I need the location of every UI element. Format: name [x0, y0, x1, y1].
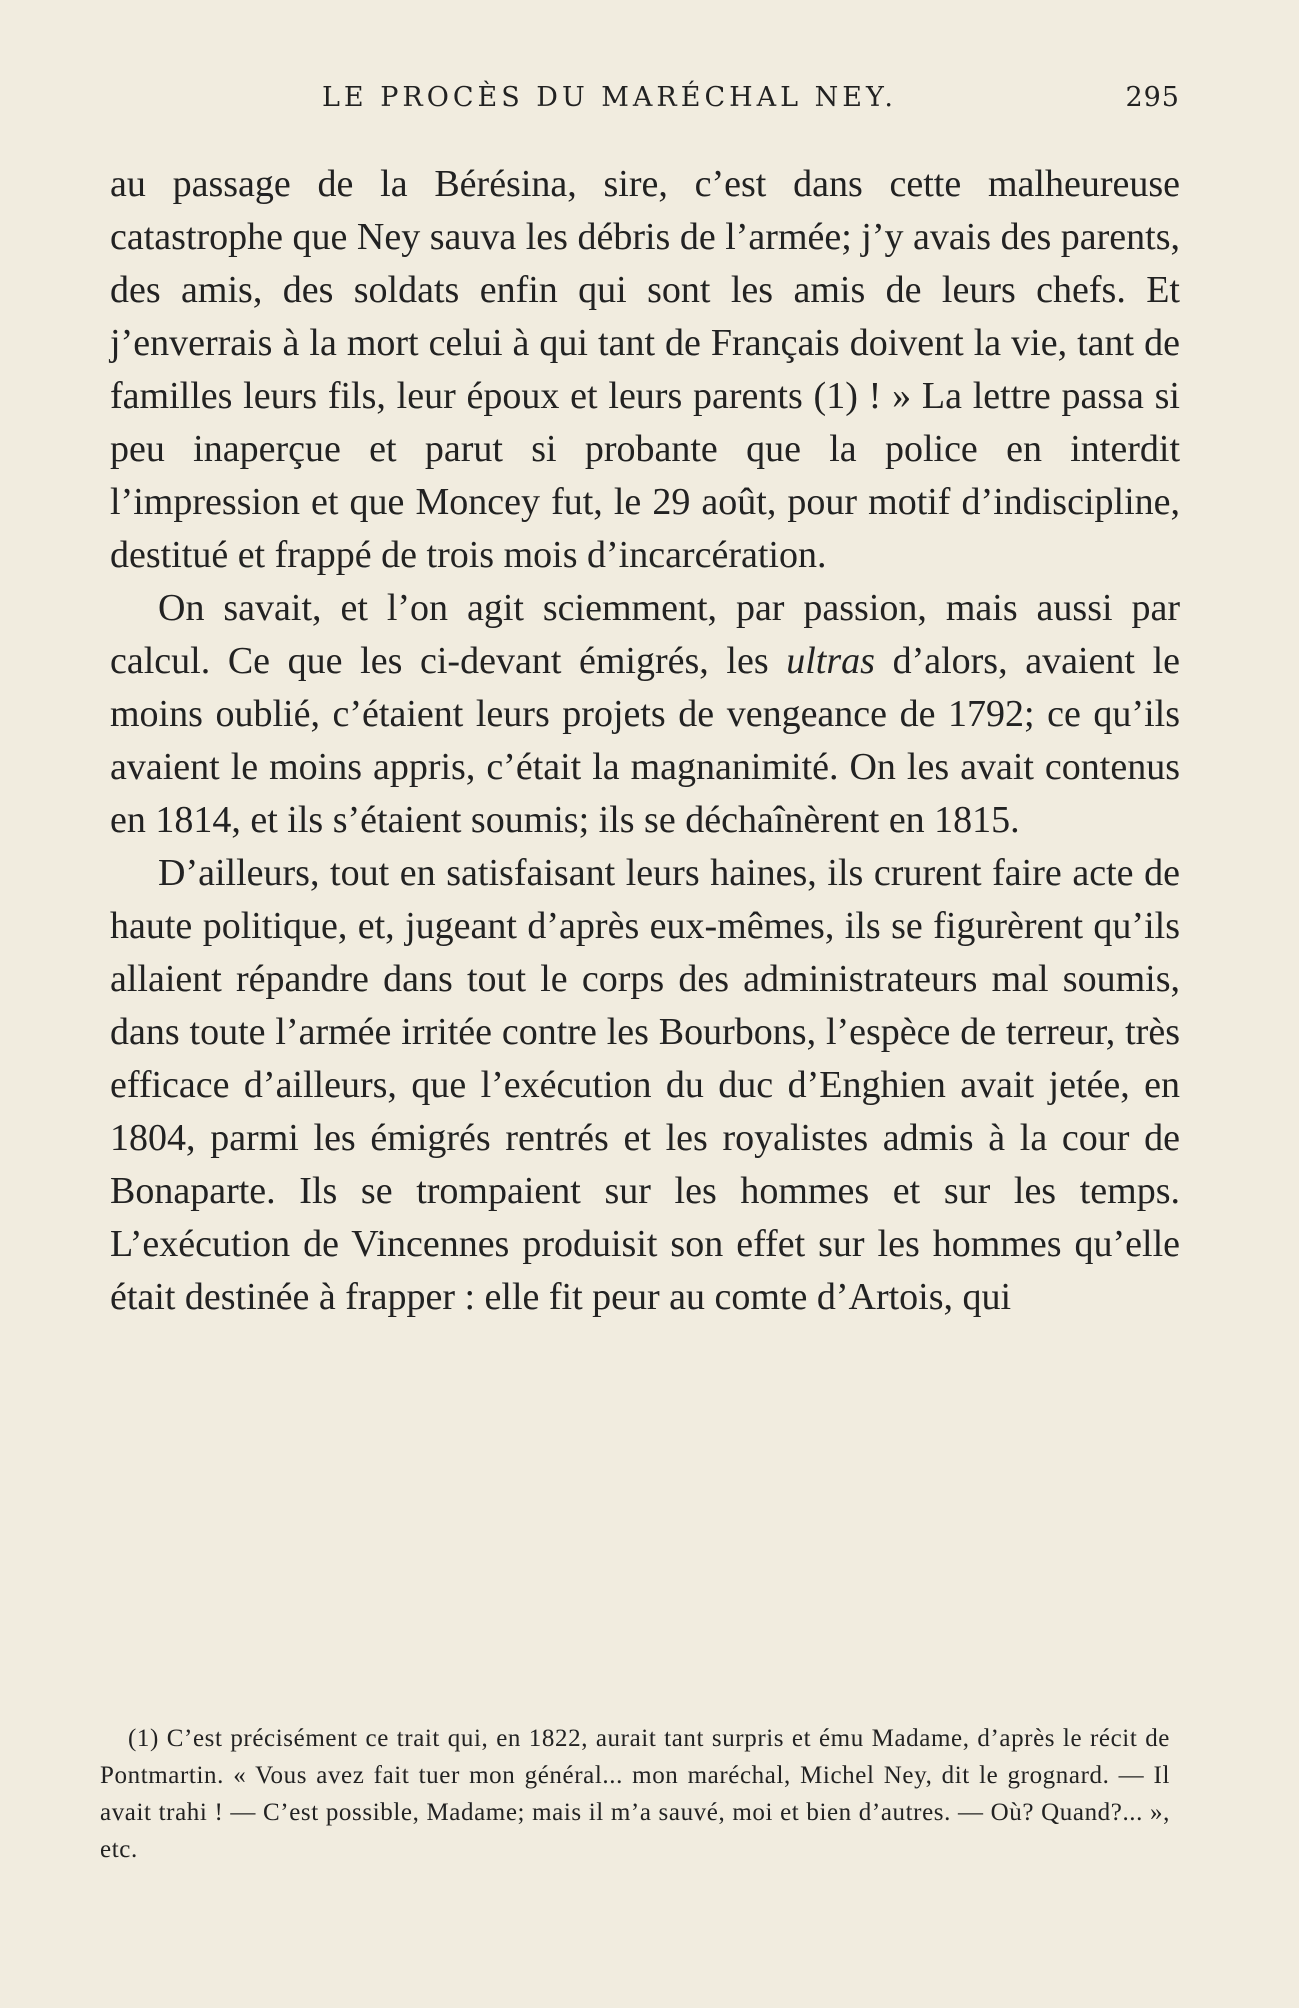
- paragraph: [110, 582, 1180, 847]
- paragraph-text: d’alors, avaient le moins oublié, c’étaient leurs projets de vengeance de 1792; ce qu’ils avaient le moins appris, c’était la magnanimité. On les avait contenus en 1814, et ils s’étaient soumis; ils se déchaînèrent en 1815.: [110, 640, 1180, 841]
- paragraph: D’ailleurs, tout en satisfaisant leurs haines, ils crurent faire acte de haute politique, et, jugeant d’après eux-mêmes, ils se figurèrent qu’ils allaient répandre dans tout le corps des administrateurs mal soumis, dans toute l’armée irritée contre les Bourbons, l’espèce de terreur, très efficace d’ailleurs, que l’exécution du duc d’Enghien avait jetée, en 1804, parmi les émigrés rentrés et les royalistes admis à la cour de Bonaparte. Ils se trompaient sur les hommes et sur les temps. L’exécution de Vincennes produisit son effet sur les hommes qu’elle était destinée à frapper : elle fit peur au comte d’Artois, qui: [110, 852, 1180, 1318]
- page-header: [110, 82, 1180, 122]
- body-text: [110, 158, 1180, 1324]
- footnote: (1) C’est précisément ce trait qui, en 1822, aurait tant surpris et ému Madame, d’après le récit de Pontmartin. « Vous avez fait tuer mon général... mon maréchal, Michel Ney, dit le grognard. — Il avait trahi ! — C’est possible, Madame; mais il m’a sauvé, moi et bien d’autres. — Où? Quand?... », etc.: [100, 1725, 1170, 1863]
- running-head: LE PROCÈS DU MARÉCHAL NEY.: [322, 82, 897, 113]
- paragraph: au passage de la Bérésina, sire, c’est dans cette malheureuse catastrophe que Ney sauva les débris de l’armée; j’y avais des parents, des amis, des soldats enfin qui sont les amis de leurs chefs. Et j’enverrais à la mort celui à qui tant de Français doivent la vie, tant de familles leurs fils, leur époux et leurs parents (1) ! » La lettre passa si peu inaperçue et parut si probante que la police en interdit l’impression et que Moncey fut, le 29 août, pour motif d’indiscipline, destitué et frappé de trois mois d’incarcération.: [110, 163, 1180, 576]
- paragraph-text: On savait, et l’on agit sciemment, par passion, mais aussi par calcul. Ce que les ci-devant émigrés, les: [110, 587, 1180, 682]
- footnotes: [100, 1720, 1170, 1868]
- italic-term: ultras: [786, 640, 875, 682]
- page-number: 295: [1125, 82, 1180, 113]
